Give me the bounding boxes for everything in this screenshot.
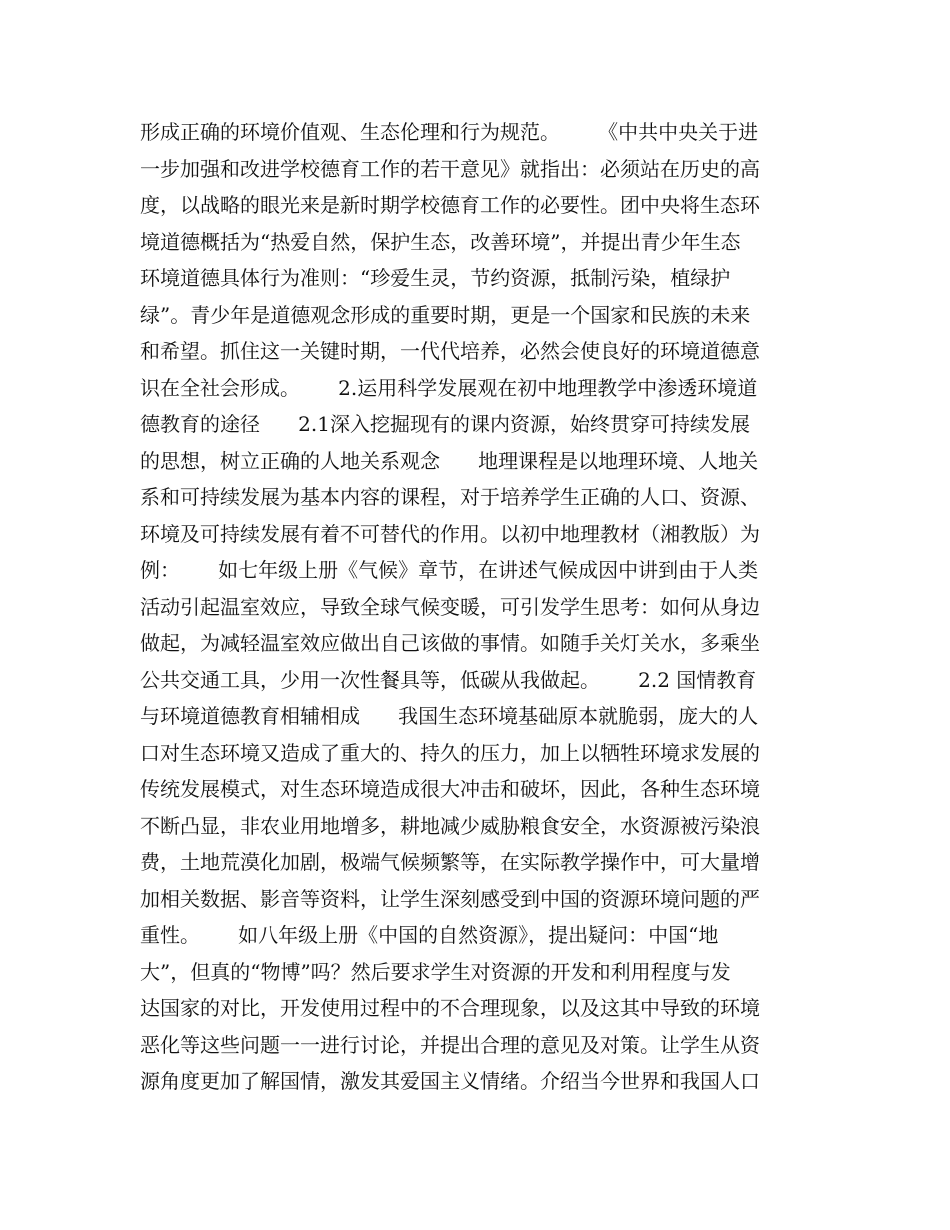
body-text <box>140 114 820 1100</box>
text-line: 识在全社会形成。 2.运用科学发展观在初中地理教学中渗透环境道 <box>140 375 758 400</box>
text-line: 一步加强和改进学校德育工作的若干意见》就指出：必须站在历史的高 <box>140 156 760 181</box>
text-line: 大”，但真的“物博”吗？然后要求学生对资源的开发和利用程度与发 <box>140 959 731 984</box>
text-line: 费，土地荒漠化加剧，极端气候频繁等，在实际教学操作中，可大量增 <box>140 850 760 874</box>
text-line: 环境道德具体行为准则：“珍爱生灵，节约资源，抵制污染，植绿护 <box>140 266 731 290</box>
text-line: 加相关数据、影音等资料，让学生深刻感受到中国的资源环境问题的严 <box>140 886 760 911</box>
text-line: 系和可持续发展为基本内容的课程，对于培养学生正确的人口、资源、 <box>140 485 760 509</box>
text-line: 形成正确的环境价值观、生态伦理和行为规范。 《中共中央关于进 <box>140 120 759 144</box>
text-line: 重性。 如八年级上册《中国的自然资源》，提出疑问：中国“地 <box>140 923 719 947</box>
text-line: 的思想，树立正确的人地关系观念 地理课程是以地理环境、人地关 <box>140 448 759 473</box>
text-line: 度，以战略的眼光来是新时期学校德育工作的必要性。团中央将生态环 <box>140 193 760 217</box>
text-line: 源角度更加了解国情，激发其爱国主义情绪。介绍当今世界和我国人口 <box>140 1069 760 1093</box>
text-line: 达国家的对比，开发使用过程中的不合理现象，以及这其中导致的环境 <box>140 996 760 1020</box>
text-line: 传统发展模式，对生态环境造成很大冲击和破坏，因此，各种生态环境 <box>140 777 760 801</box>
text-line: 活动引起温室效应，导致全球气候变暖，可引发学生思考：如何从身边 <box>140 594 760 619</box>
text-line: 与环境道德教育相辅相成 我国生态环境基础原本就脆弱，庞大的人 <box>140 704 759 728</box>
text-line: 不断凸显，非农业用地增多，耕地减少威胁粮食安全，水资源被污染浪 <box>140 813 760 838</box>
text-line: 境道德概括为“热爱自然，保护生态，改善环境”，并提出青少年生态 <box>140 229 741 254</box>
text-line: 公共交通工具，少用一次性餐具等，低碳从我做起。 2.2 国情教育 <box>140 667 757 692</box>
text-line: 口对生态环境又造成了重大的、持久的压力，加上以牺牲环境求发展的 <box>140 740 760 765</box>
text-line: 绿”。青少年是道德观念形成的重要时期，更是一个国家和民族的未来 <box>140 302 751 327</box>
text-line: 恶化等这些问题一一进行讨论，并提出合理的意见及对策。让学生从资 <box>140 1032 760 1057</box>
text-line: 做起，为减轻温室效应做出自己该做的事情。如随手关灯关水，多乘坐 <box>140 631 760 655</box>
text-line: 德教育的途径 2.1深入挖掘现有的课内资源，始终贯穿可持续发展 <box>140 412 750 436</box>
text-line: 例： 如七年级上册《气候》章节，在讲述气候成因中讲到由于人类 <box>140 558 759 582</box>
text-line: 和希望。抓住这一关键时期，一代代培养，必然会使良好的环境道德意 <box>140 339 760 363</box>
text-line: 环境及可持续发展有着不可替代的作用。以初中地理教材（湘教版）为 <box>140 521 760 546</box>
